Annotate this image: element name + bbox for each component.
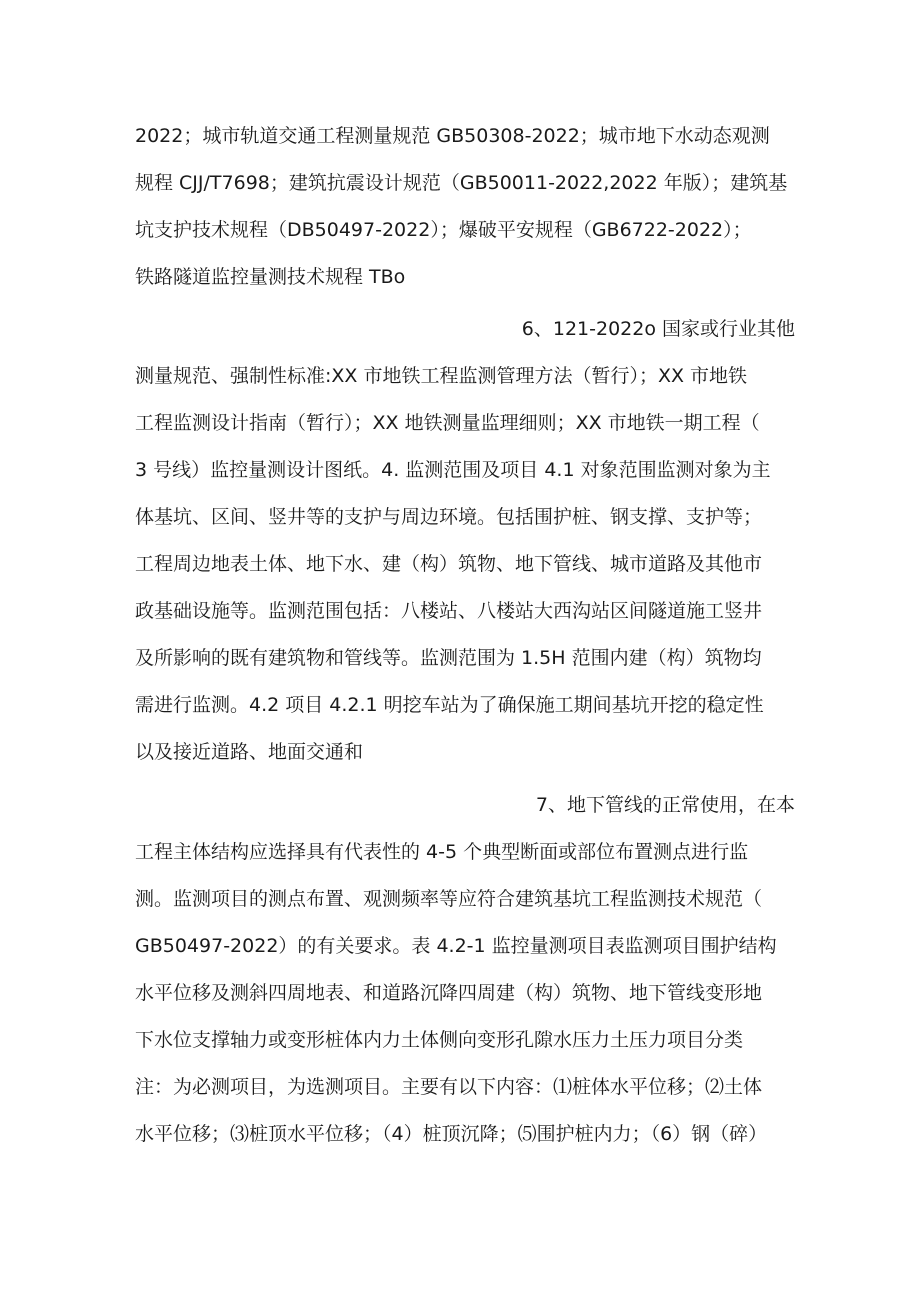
text-line: 水平位移及测斜四周地表、和道路沉降四周建（构）筑物、地下管线变形地 [135,982,763,1004]
text-line: 2022；城市轨道交通工程测量规范 GB50308-2022；城市地下水动态观测 [135,125,770,147]
text-line: 注：为必测项目，为选测项目。主要有以下内容：⑴桩体水平位移；⑵土体 [135,1076,763,1098]
text-line: 水平位移；⑶桩顶水平位移；（4）桩顶沉降；⑸围护桩内力；（6）钢（碎） [135,1123,768,1145]
text-line: 坑支护技术规程（DB50497-2022）；爆破平安规程（GB6722-2022）； [135,219,752,241]
text-line: 以及接近道路、地面交通和 [135,741,364,763]
text-line: 工程周边地表土体、地下水、建（构）筑物、地下管线、城市道路及其他市 [135,553,763,575]
text-line: 工程监测设计指南（暂行）；XX 地铁测量监理细则；XX 市地铁一期工程（ [135,412,760,434]
text-line: 及所影响的既有建筑物和管线等。监测范围为 1.5H 范围内建（构）筑物均 [135,647,762,669]
text-line: 6、121-2022o 国家或行业其他 [521,318,795,340]
text-line: 工程主体结构应选择具有代表性的 4-5 个典型断面或部位布置测点进行监 [135,841,749,863]
text-line: 测量规范、强制性标准:XX 市地铁工程监测管理方法（暂行）；XX 市地铁 [135,365,748,387]
text-line: 规程 CJJ/T7698；建筑抗震设计规范（GB50011-2022,2022 年版）；建筑基 [135,172,788,194]
text-line: 体基坑、区间、竖井等的支护与周边环境。包括围护桩、钢支撑、支护等； [135,506,763,528]
text-line: 3 号线）监控量测设计图纸。4. 监测范围及项目 4.1 对象范围监测对象为主 [135,459,771,481]
text-line: 测。监测项目的测点布置、观测频率等应符合建筑基坑工程监测技术规范（ [135,888,763,910]
text-line: GB50497-2022）的有关要求。表 4.2-1 监控量测项目表监测项目围护结构 [135,935,777,957]
text-line: 7、地下管线的正常使用，在本 [535,794,795,816]
text-line: 政基础设施等。监测范围包括：八楼站、八楼站大西沟站区间隧道施工竖井 [135,600,763,622]
text-line: 需进行监测。4.2 项目 4.2.1 明挖车站为了确保施工期间基坑开挖的稳定性 [135,694,764,716]
text-line: 铁路隧道监控量测技术规程 TBo [135,266,406,288]
text-line: 下水位支撑轴力或变形桩体内力土体侧向变形孔隙水压力土压力项目分类 [135,1029,744,1051]
